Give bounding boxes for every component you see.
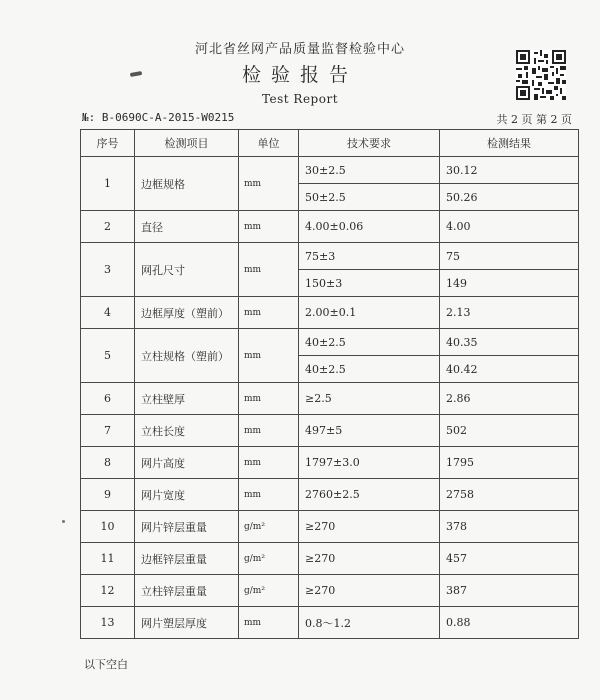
- table-row: [81, 479, 579, 511]
- cell-result: 4.00: [440, 211, 579, 243]
- cell-no: 7: [81, 415, 135, 447]
- cell-no: 3: [81, 243, 135, 297]
- scan-dot: [62, 520, 65, 523]
- table-row: [81, 157, 579, 184]
- cell-result: 2.13: [440, 297, 579, 329]
- header-result: 检测结果: [440, 130, 579, 157]
- cell-result: 2.86: [440, 383, 579, 415]
- table-row: [81, 511, 579, 543]
- table-header-row: [81, 130, 579, 157]
- table-row: [81, 329, 579, 356]
- cell-requirement: ≥2.5: [299, 383, 440, 415]
- report-title-en: Test Report: [261, 92, 339, 106]
- cell-no: 4: [81, 297, 135, 329]
- cell-unit: mm: [239, 243, 299, 297]
- cell-result: 457: [440, 543, 579, 575]
- qr-code: [516, 50, 566, 100]
- cell-requirement: 4.00±0.06: [299, 211, 440, 243]
- table-row: [81, 297, 579, 329]
- cell-requirement: 40±2.5: [299, 356, 440, 383]
- cell-unit: g/m²: [239, 511, 299, 543]
- cell-result: 378: [440, 511, 579, 543]
- cell-result: 502: [440, 415, 579, 447]
- footnote: 以下空白: [84, 658, 128, 671]
- header-no: 序号: [81, 130, 135, 157]
- cell-result: 1795: [440, 447, 579, 479]
- report-number-value: B-0690C-A-2015-W0215: [101, 111, 235, 124]
- cell-no: 2: [81, 211, 135, 243]
- cell-unit: g/m²: [239, 575, 299, 607]
- table-row: [81, 447, 579, 479]
- cell-result: 40.35: [440, 329, 579, 356]
- cell-unit: mm: [239, 383, 299, 415]
- cell-item: 立柱长度: [135, 415, 239, 447]
- cell-no: 12: [81, 575, 135, 607]
- table-row: [81, 415, 579, 447]
- report-title: 检验报告: [241, 64, 358, 86]
- cell-item: 立柱锌层重量: [135, 575, 239, 607]
- cell-item: 网片宽度: [135, 479, 239, 511]
- cell-unit: mm: [239, 415, 299, 447]
- cell-requirement: 30±2.5: [299, 157, 440, 184]
- table-row: [81, 543, 579, 575]
- cell-no: 9: [81, 479, 135, 511]
- table-row: [81, 211, 579, 243]
- cell-unit: mm: [239, 297, 299, 329]
- cell-no: 6: [81, 383, 135, 415]
- cell-requirement: ≥270: [299, 511, 440, 543]
- cell-item: 立柱壁厚: [135, 383, 239, 415]
- cell-no: 5: [81, 329, 135, 383]
- table-row: [81, 243, 579, 270]
- cell-result: 30.12: [440, 157, 579, 184]
- cell-requirement: 0.8～1.2: [299, 607, 440, 639]
- cell-result: 2758: [440, 479, 579, 511]
- cell-requirement: ≥270: [299, 575, 440, 607]
- cell-item: 边框规格: [135, 157, 239, 211]
- organization-name: 河北省丝网产品质量监督检验中心: [194, 42, 405, 57]
- cell-requirement: 50±2.5: [299, 184, 440, 211]
- cell-requirement: 2.00±0.1: [299, 297, 440, 329]
- cell-unit: mm: [239, 447, 299, 479]
- page-info: 共 2 页 第 2 页: [496, 113, 572, 126]
- cell-requirement: 75±3: [299, 243, 440, 270]
- cell-item: 边框锌层重量: [135, 543, 239, 575]
- header-item: 检测项目: [135, 130, 239, 157]
- cell-unit: mm: [239, 329, 299, 383]
- table-row: [81, 383, 579, 415]
- table-row: [81, 575, 579, 607]
- cell-item: 直径: [135, 211, 239, 243]
- cell-requirement: 150±3: [299, 270, 440, 297]
- cell-item: 边框厚度（塑前）: [135, 297, 239, 329]
- cell-requirement: 1797±3.0: [299, 447, 440, 479]
- cell-item: 网孔尺寸: [135, 243, 239, 297]
- header-requirement: 技术要求: [299, 130, 440, 157]
- cell-no: 13: [81, 607, 135, 639]
- cell-unit: mm: [239, 607, 299, 639]
- cell-unit: mm: [239, 211, 299, 243]
- table-body: [81, 157, 579, 639]
- cell-result: 75: [440, 243, 579, 270]
- cell-result: 149: [440, 270, 579, 297]
- report-number: [82, 111, 234, 124]
- cell-result: 0.88: [440, 607, 579, 639]
- cell-item: 网片高度: [135, 447, 239, 479]
- cell-requirement: 497±5: [299, 415, 440, 447]
- cell-result: 40.42: [440, 356, 579, 383]
- cell-no: 10: [81, 511, 135, 543]
- cell-result: 50.26: [440, 184, 579, 211]
- inspection-table: [80, 129, 579, 639]
- cell-no: 11: [81, 543, 135, 575]
- cell-item: 网片锌层重量: [135, 511, 239, 543]
- cell-requirement: 2760±2.5: [299, 479, 440, 511]
- report-number-label: №:: [82, 111, 96, 124]
- cell-no: 1: [81, 157, 135, 211]
- cell-unit: g/m²: [239, 543, 299, 575]
- cell-unit: mm: [239, 157, 299, 211]
- cell-requirement: 40±2.5: [299, 329, 440, 356]
- table-row: [81, 607, 579, 639]
- cell-item: 立柱规格（塑前）: [135, 329, 239, 383]
- cell-result: 387: [440, 575, 579, 607]
- cell-item: 网片塑层厚度: [135, 607, 239, 639]
- cell-requirement: ≥270: [299, 543, 440, 575]
- cell-no: 8: [81, 447, 135, 479]
- cell-unit: mm: [239, 479, 299, 511]
- header-unit: 单位: [239, 130, 299, 157]
